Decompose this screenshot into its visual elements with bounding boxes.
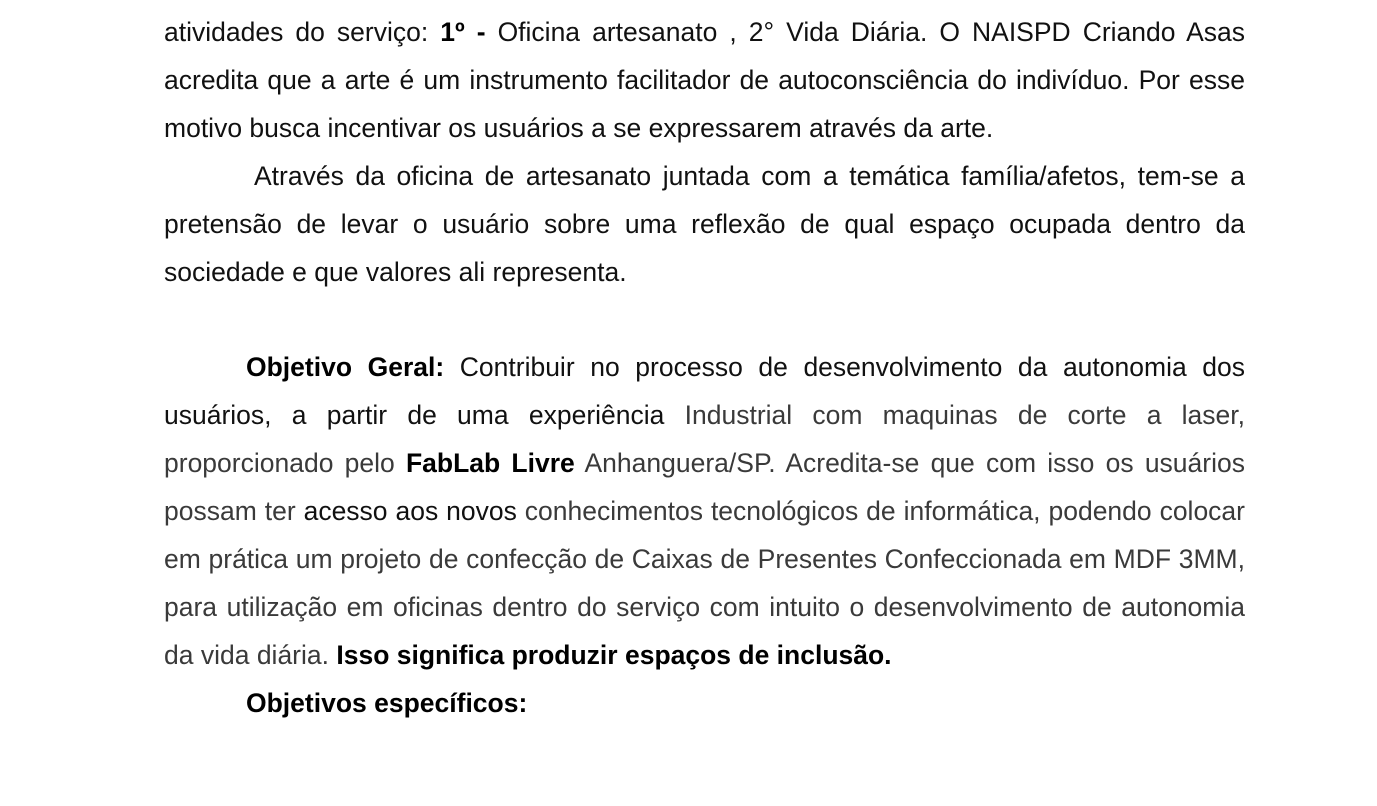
general-objective-text-3: Anhanguera/SP. Acredita-se que com isso os usuários possam ter	[164, 448, 1245, 526]
document-page	[164, 0, 1245, 727]
general-objective-label: Objetivo Geral:	[246, 352, 445, 382]
general-objective-text-2: Industrial com maquinas de corte a laser, proporcionado pelo	[164, 400, 1246, 478]
general-objective-text-5: conhecimentos tecnológicos de informática, podendo colocar em prática um projeto de confecção de Caixas de Presentes Confeccionada em MDF 3MM, para utilização em oficinas dentro do serviço com intuito o desenvolvimento de autonomia da vida diária.	[164, 496, 1245, 670]
inclusion-statement: Isso significa produzir espaços de inclusão.	[329, 640, 892, 670]
specific-objectives-heading: Objetivos específicos:	[246, 688, 528, 718]
paragraph-workshop	[164, 152, 1245, 296]
activities-text-rest: Oficina artesanato , 2° Vida Diária. O NAISPD Criando Asas acredita que a arte é um instrumento facilitador de autoconsciência do indivíduo. Por esse motivo busca incentivar os usuários a se expressarem através da arte.	[164, 17, 1245, 143]
general-objective-text-4: acesso aos novos	[303, 496, 517, 526]
fablab-name: FabLab Livre	[405, 448, 575, 478]
paragraph-general-objective	[164, 343, 1245, 679]
activities-number: 1º -	[440, 17, 486, 47]
general-objective-text-1: Contribuir no processo de desenvolvimento da autonomia dos usuários, a partir de uma experiência	[164, 352, 1246, 430]
activities-text-start: atividades do serviço:	[164, 17, 441, 47]
paragraph-activities	[164, 8, 1245, 152]
workshop-text: Através da oficina de artesanato juntada com a temática família/afetos, tem-se a pretensão de levar o usuário sobre uma reflexão de qual espaço ocupada dentro da sociedade e que valores ali representa.	[164, 161, 1245, 287]
